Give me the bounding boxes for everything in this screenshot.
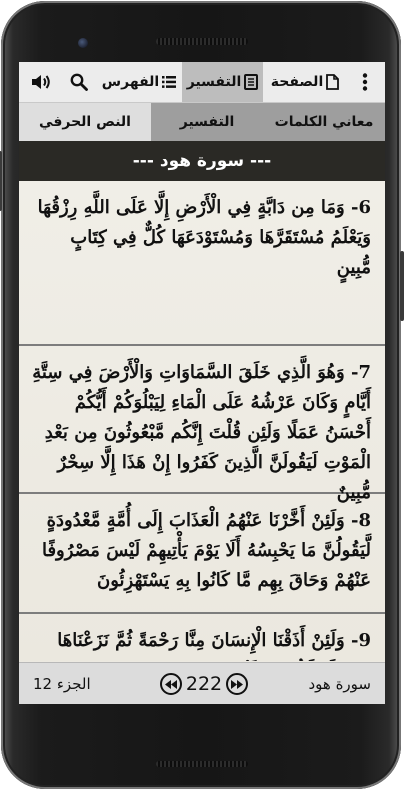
surah-header: --- سورة هود ---: [19, 141, 385, 181]
tafsir-label: التفسير: [186, 74, 242, 90]
app-screen: [19, 62, 385, 704]
verse-text: 6- وَمَا مِن دَابَّةٍ فِي الْأَرْضِ إِلَّا عَلَى اللَّهِ رِزْقُهَا وَيَعْلَمُ مُسْتَقَرَّهَا وَمُسْتَوْدَعَهَا كُلٌّ فِي كِتَابٍ مُّبِينٍ: [37, 197, 371, 278]
search-button[interactable]: [65, 62, 93, 102]
tab-tafsir[interactable]: التفسير: [179, 114, 235, 130]
volume-icon: [31, 73, 51, 91]
juz-indicator: الجزء 12: [33, 675, 91, 693]
power-side-button: [400, 251, 404, 321]
list-icon: [162, 76, 176, 88]
search-icon: [70, 73, 88, 91]
rewind-icon: [165, 680, 177, 689]
index-button[interactable]: [99, 62, 179, 102]
page-button[interactable]: [265, 62, 345, 102]
next-page-button[interactable]: [226, 673, 248, 695]
tab-literal-text[interactable]: النص الحرفي: [19, 103, 151, 141]
more-options-button[interactable]: [353, 62, 377, 102]
fast-forward-icon: [231, 680, 243, 689]
verse-text: 7- وَهُوَ الَّذِي خَلَقَ السَّمَاوَاتِ وَالْأَرْضَ فِي سِتَّةِ أَيَّامٍ وَكَانَ عَرْشُهُ عَلَى الْمَاءِ لِيَبْلُوَكُمْ أَيُّكُمْ أَحْسَنُ عَمَلًا وَلَئِن قُلْتَ إِنَّكُم مَّبْعُوثُونَ مِن بَعْدِ الْمَوْتِ لَيَقُولَنَّ الَّذِينَ كَفَرُوا إِنْ هَذَا إِلَّا سِحْرٌ مُّبِينٌ: [32, 362, 371, 503]
tafsir-button[interactable]: [182, 62, 263, 102]
index-label: الفهرس: [101, 74, 160, 90]
front-camera: [78, 38, 88, 48]
verse-item[interactable]: [19, 181, 385, 346]
previous-page-button[interactable]: [160, 673, 182, 695]
verse-item[interactable]: [19, 494, 385, 614]
page-number: 222: [185, 673, 223, 695]
tab-word-meanings[interactable]: معاني الكلمات: [274, 114, 374, 130]
audio-button[interactable]: [27, 62, 55, 102]
bottom-bar: [19, 662, 385, 704]
volume-side-button: [0, 151, 2, 211]
verse-text: 8- وَلَئِنْ أَخَّرْنَا عَنْهُمُ الْعَذَابَ إِلَى أُمَّةٍ مَّعْدُودَةٍ لَّيَقُولُنَّ مَا يَحْبِسُهُ أَلَا يَوْمَ يَأْتِيهِمْ لَيْسَ مَصْرُوفًا عَنْهُمْ وَحَاقَ بِهِم مَّا كَانُوا بِهِ يَسْتَهْزِئُونَ: [41, 510, 371, 591]
content-tabs: [19, 103, 385, 141]
book-icon: [244, 74, 258, 90]
verse-text: 9- وَلَئِنْ أَذَقْنَا الْإِنسَانَ مِنَّا رَحْمَةً ثُمَّ نَزَعْنَاهَا: [57, 630, 371, 651]
top-toolbar: [19, 62, 385, 103]
earpiece-speaker: [156, 38, 248, 45]
page-label: الصفحة: [270, 74, 324, 90]
page-icon: [326, 74, 339, 90]
surah-indicator: سورة هود: [308, 675, 371, 693]
verses-list[interactable]: [19, 181, 385, 661]
verse-item[interactable]: [19, 346, 385, 503]
page-navigator: [154, 663, 254, 704]
bottom-speaker: [156, 761, 248, 767]
more-vert-icon: [362, 73, 368, 91]
verse-item[interactable]: [19, 614, 385, 661]
